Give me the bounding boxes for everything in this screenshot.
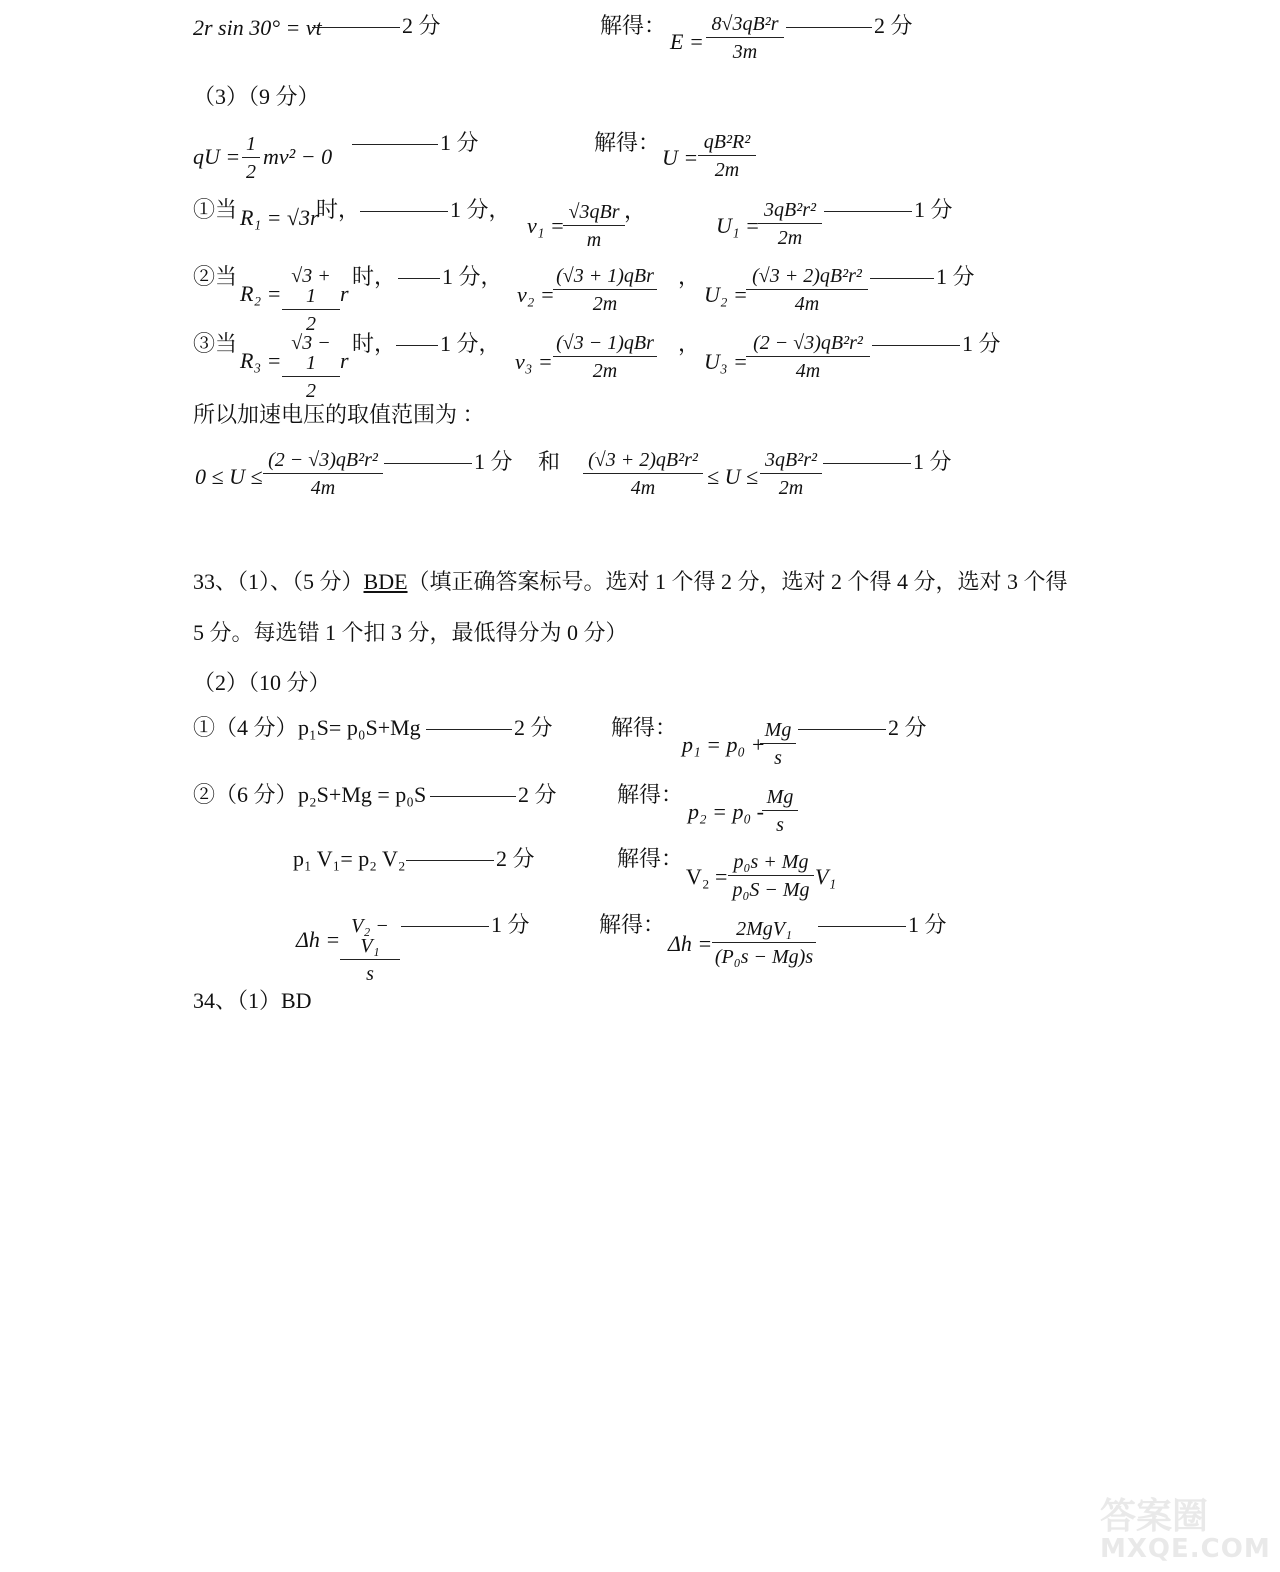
p1-result-lhs: p₁ = p₀ + [682,732,766,757]
score-text: 1 分 [474,449,513,474]
dh-result-denominator: (P₀s − Mg)s [714,946,814,968]
range2-mid: ≤ U ≤ [707,464,759,489]
E-lhs: E = [670,29,704,54]
score-text: 1 分， [442,264,503,289]
half-denominator: 2 [246,161,256,183]
dh-fraction [340,916,400,984]
equation-2rsin30: 2r sin 30° = vt [193,15,322,40]
p1-result-denominator: s [774,747,782,769]
case1-U-fraction [758,200,822,248]
case2-R-lhs: R₂ = [240,281,282,306]
q33-prefix: 33、（1）、（5 分） [193,569,364,594]
score-line [430,784,557,806]
and-word: 和 [538,449,561,474]
q33-instructions: （填正确答案标号。选对 1 个得 2 分，选对 2 个得 4 分，选对 3 个得 [407,569,1068,594]
case3-when: 时， [352,331,397,356]
case1-prefix: ①当 [193,197,238,222]
score-text: 1 分， [450,197,511,222]
dh-denominator: s [366,963,374,985]
range1-fraction [263,450,383,498]
V2-numerator: p₀s + Mg [728,852,814,876]
p1-equation: p₁S= p₀S+Mg [298,715,421,740]
solve-label: 解得： [617,782,684,807]
range2-fraction [583,450,703,498]
case2-R-numerator: √3 + 1 [282,266,340,310]
score-line [352,132,479,154]
case1-U-denominator: 2m [777,227,803,249]
mv2-term: mv² − 0 [263,144,333,169]
q33-line2: 5 分。每选错 1 个扣 3 分，最低得分为 0 分） [193,620,628,645]
range2-denominator: 4m [630,477,656,499]
score-text: 1 分 [491,912,530,937]
solve-label: 解得： [599,912,666,937]
score-line [401,914,530,936]
p2-result-lhs: p₂ = p₀ - [688,799,764,824]
q33-line1 [193,571,1068,593]
case2-prefix: ②当 [193,264,238,289]
U-denominator: 2m [714,159,740,181]
qU-lhs: qU = [193,144,241,169]
case3-R-lhs: R₃ = [240,348,282,373]
case1-comma: ， [624,198,647,223]
solve-label: 解得： [600,13,667,38]
score-text: 1 分， [440,331,501,356]
case2-U-numerator: (√3 + 2)qB²r² [746,266,868,290]
case2-v-fraction [553,266,657,314]
score-line [818,914,947,936]
score-line [872,333,1001,355]
case2-v-numerator: (√3 + 1)qBr [553,266,657,290]
case2-r: r [340,281,349,306]
p2-result-fraction [762,787,798,835]
case3-U-fraction [746,333,870,381]
V2-fraction [728,852,814,900]
case2-when: 时， [352,264,397,289]
half-fraction [242,134,260,182]
range2-fraction-2 [760,450,822,498]
case1-v-fraction [563,202,625,250]
E-numerator: 8√3qB²r [706,14,784,38]
score-text: 1 分 [908,912,947,937]
case1-U-lhs: U₁ = [716,213,760,238]
score-text: 2 分 [402,13,441,38]
E-fraction [706,14,784,62]
case3-prefix: ③当 [193,331,238,356]
case3-v-numerator: (√3 − 1)qBr [553,333,657,357]
score-text: 1 分 [914,197,953,222]
case2-comma: ， [678,264,701,289]
score-line [786,15,913,37]
case1-v-lhs: v₁ = [527,213,565,238]
score-line [384,451,513,473]
case2-R-denominator: 2 [306,313,316,335]
dh-result-lhs: Δh = [668,931,713,956]
q33-part2-header: （2）（10 分） [193,670,331,695]
score-line [398,266,503,288]
case3-v-lhs: v₃ = [515,349,553,374]
score-line [824,199,953,221]
score-text: 2 分 [496,846,535,871]
range1-lhs: 0 ≤ U ≤ [195,464,263,489]
range1-denominator: 4m [310,477,336,499]
case3-U-denominator: 4m [795,360,821,382]
score-text: 2 分 [888,715,927,740]
score-text: 1 分 [936,264,975,289]
range1-numerator: (2 − √3)qB²r² [263,450,383,474]
V2-denominator: p₀S − Mg [732,879,810,901]
p1-label: ①（4 分） [193,715,298,740]
case1-when: 时， [316,197,361,222]
case2-v-denominator: 2m [592,293,618,315]
case2-U-lhs: U₂ = [704,282,748,307]
p1-result-fraction [760,720,796,768]
case1-U-numerator: 3qB²r² [758,200,822,224]
range2-numerator-2: 3qB²r² [760,450,822,474]
watermark-url: MXQE.COM [1100,1534,1271,1564]
watermark-logo-text: 答案圈 [1100,1496,1209,1537]
U-lhs: U = [662,145,699,170]
score-line [823,451,952,473]
case3-R-numerator: √3 − 1 [282,333,340,377]
score-text: 2 分 [518,782,557,807]
case3-v-denominator: 2m [592,360,618,382]
U-numerator: qB²R² [698,132,756,156]
case2-U-denominator: 4m [794,293,820,315]
dh-lhs: Δh = [296,927,341,952]
case1-R: R₁ = √3r [240,205,319,230]
q34-line: 34、（1）BD [193,988,312,1013]
score-line [396,333,501,355]
E-denominator: 3m [732,41,758,63]
solve-label: 解得： [594,130,661,155]
score-text: 1 分 [440,130,479,155]
score-line [870,266,975,288]
U-fraction [698,132,756,180]
p2-result-denominator: s [776,814,784,836]
solve-label: 解得： [617,846,684,871]
range-label: 所以加速电压的取值范围为 ： [193,402,485,427]
score-line [360,199,511,221]
half-numerator: 1 [242,134,260,158]
solve-label: 解得： [611,715,678,740]
dh-result-numerator: 2MgV₁ [712,919,816,943]
case3-v-fraction [553,333,657,381]
p2-label: ②（6 分） [193,782,298,807]
section-3-header: （3）（9 分） [193,84,320,109]
case2-v-lhs: v₂ = [517,282,555,307]
case3-R-fraction [282,333,340,401]
case1-v-numerator: √3qBr [563,202,625,226]
V1-factor: V₁ [815,864,837,889]
V2-lhs: V₂ = [686,864,728,889]
case3-R-denominator: 2 [306,380,316,402]
score-text: 2 分 [874,13,913,38]
p1-result-numerator: Mg [760,720,796,744]
score-text: 1 分 [962,331,1001,356]
score-text: 1 分 [913,449,952,474]
range2-numerator: (√3 + 2)qB²r² [583,450,703,474]
score-line [426,717,553,739]
volume-equation: p₁ V₁= p₂ V₂ [293,846,406,871]
score-line [798,717,927,739]
p2-equation: p₂S+Mg = p₀S [298,782,427,807]
case1-v-denominator: m [586,229,602,251]
case3-U-lhs: U₃ = [704,349,748,374]
q33-answer: BDE [363,569,408,594]
case2-U-fraction [746,266,868,314]
score-line [312,15,441,37]
dh-result-fraction [712,919,816,967]
score-text: 2 分 [514,715,553,740]
p2-result-numerator: Mg [762,787,798,811]
case3-r: r [340,348,349,373]
dh-numerator: V₂ − V₁ [340,916,400,960]
case3-comma: ， [678,331,701,356]
case3-U-numerator: (2 − √3)qB²r² [746,333,870,357]
score-line [406,848,535,870]
case2-R-fraction [282,266,340,334]
range2-denominator-2: 2m [778,477,804,499]
